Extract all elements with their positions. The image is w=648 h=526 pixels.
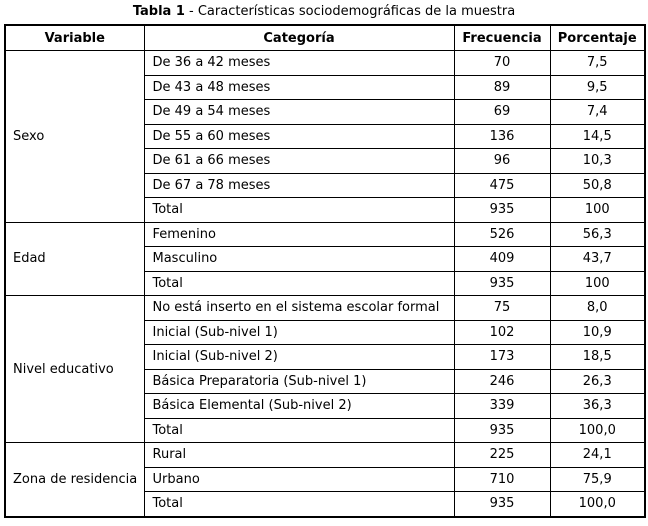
categoria-cell: Total — [144, 492, 454, 517]
porcentaje-cell: 7,4 — [550, 100, 645, 125]
variable-cell: Nivel educativo — [5, 296, 144, 443]
frecuencia-cell: 246 — [454, 369, 550, 394]
categoria-cell: No está inserto en el sistema escolar formal — [144, 296, 454, 321]
porcentaje-cell: 7,5 — [550, 51, 645, 76]
porcentaje-cell: 100,0 — [550, 492, 645, 517]
frecuencia-cell: 102 — [454, 320, 550, 345]
categoria-cell: Inicial (Sub-nivel 2) — [144, 345, 454, 370]
table-row — [5, 296, 645, 321]
frecuencia-cell: 225 — [454, 443, 550, 468]
frecuencia-cell: 935 — [454, 271, 550, 296]
frecuencia-cell: 136 — [454, 124, 550, 149]
frecuencia-cell: 339 — [454, 394, 550, 419]
porcentaje-cell: 8,0 — [550, 296, 645, 321]
table-row — [5, 222, 645, 247]
porcentaje-cell: 10,9 — [550, 320, 645, 345]
porcentaje-cell: 24,1 — [550, 443, 645, 468]
categoria-cell: Inicial (Sub-nivel 1) — [144, 320, 454, 345]
porcentaje-cell: 9,5 — [550, 75, 645, 100]
porcentaje-cell: 100 — [550, 198, 645, 223]
categoria-cell: De 43 a 48 meses — [144, 75, 454, 100]
categoria-cell: Rural — [144, 443, 454, 468]
variable-cell: Sexo — [5, 51, 144, 223]
variable-cell: Edad — [5, 222, 144, 296]
porcentaje-cell: 26,3 — [550, 369, 645, 394]
categoria-cell: Básica Elemental (Sub-nivel 2) — [144, 394, 454, 419]
frecuencia-cell: 935 — [454, 418, 550, 443]
frecuencia-cell: 935 — [454, 198, 550, 223]
categoria-cell: Femenino — [144, 222, 454, 247]
categoria-cell: Básica Preparatoria (Sub-nivel 1) — [144, 369, 454, 394]
categoria-cell: Masculino — [144, 247, 454, 272]
categoria-cell: De 61 a 66 meses — [144, 149, 454, 174]
categoria-cell: De 67 a 78 meses — [144, 173, 454, 198]
table-row — [5, 443, 645, 468]
categoria-cell: Urbano — [144, 467, 454, 492]
frecuencia-cell: 89 — [454, 75, 550, 100]
frecuencia-cell: 70 — [454, 51, 550, 76]
categoria-cell: Total — [144, 271, 454, 296]
porcentaje-cell: 100 — [550, 271, 645, 296]
frecuencia-cell: 526 — [454, 222, 550, 247]
col-header-variable: Variable — [5, 25, 144, 51]
categoria-cell: Total — [144, 418, 454, 443]
frecuencia-cell: 475 — [454, 173, 550, 198]
table-caption-text: - Características sociodemográficas de la muestra — [189, 4, 516, 19]
porcentaje-cell: 14,5 — [550, 124, 645, 149]
col-header-porcentaje: Porcentaje — [550, 25, 645, 51]
col-header-frecuencia: Frecuencia — [454, 25, 550, 51]
categoria-cell: De 49 a 54 meses — [144, 100, 454, 125]
sociodemographic-table — [4, 24, 646, 518]
frecuencia-cell: 96 — [454, 149, 550, 174]
porcentaje-cell: 18,5 — [550, 345, 645, 370]
porcentaje-cell: 36,3 — [550, 394, 645, 419]
porcentaje-cell: 56,3 — [550, 222, 645, 247]
frecuencia-cell: 935 — [454, 492, 550, 517]
porcentaje-cell: 43,7 — [550, 247, 645, 272]
variable-cell: Zona de residencia — [5, 443, 144, 517]
frecuencia-cell: 710 — [454, 467, 550, 492]
col-header-categoria: Categoría — [144, 25, 454, 51]
categoria-cell: Total — [144, 198, 454, 223]
frecuencia-cell: 173 — [454, 345, 550, 370]
categoria-cell: De 55 a 60 meses — [144, 124, 454, 149]
porcentaje-cell: 10,3 — [550, 149, 645, 174]
frecuencia-cell: 69 — [454, 100, 550, 125]
frecuencia-cell: 409 — [454, 247, 550, 272]
categoria-cell: De 36 a 42 meses — [144, 51, 454, 76]
table-caption-number: Tabla 1 — [132, 4, 185, 19]
porcentaje-cell: 50,8 — [550, 173, 645, 198]
table-row — [5, 51, 645, 76]
frecuencia-cell: 75 — [454, 296, 550, 321]
porcentaje-cell: 100,0 — [550, 418, 645, 443]
porcentaje-cell: 75,9 — [550, 467, 645, 492]
table-body — [5, 51, 645, 517]
header-row — [5, 25, 645, 51]
table-caption — [0, 0, 648, 19]
